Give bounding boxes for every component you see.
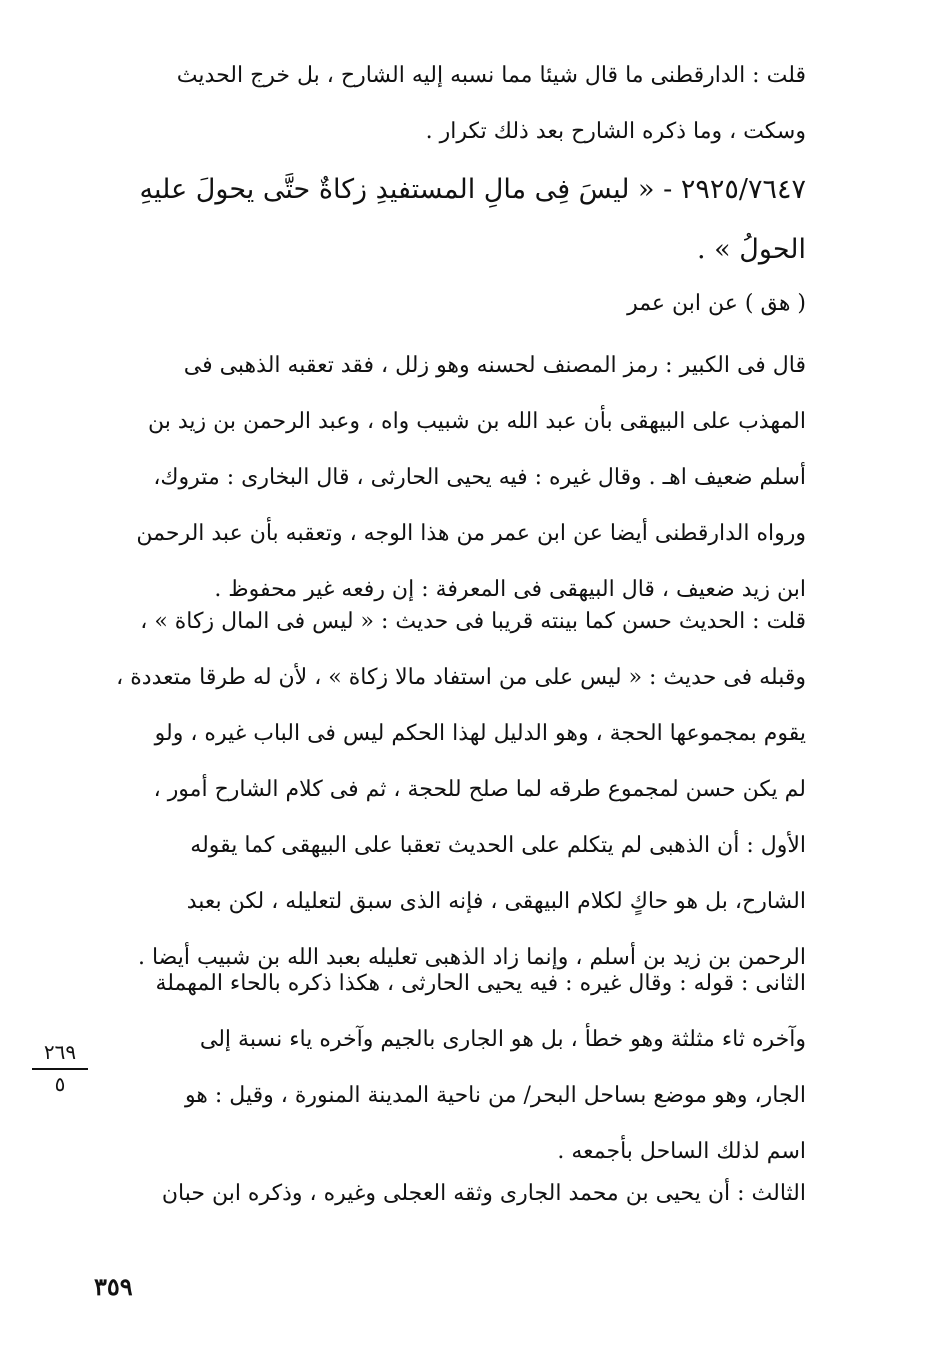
text-line: الجار، وهو موضع بساحل البحر/ من ناحية المدينة المنورة ، وقيل : هو (184, 1083, 806, 1108)
text-line: قلت : الحديث حسن كما بينته قريبا فى حديث : « ليس فى المال زكاة » ، (140, 609, 806, 634)
text-line: وآخره ثاء مثلثة وهو خطأ ، بل هو الجارى بالجيم وآخره ياء نسبة إلى (199, 1027, 806, 1052)
text-line: لم يكن حسن لمجموع طرقه لما صلح للحجة ، ثم فى كلام الشارح أمور ، (153, 777, 806, 802)
paragraph-response (100, 594, 806, 986)
text-line: يقوم بمجموعها الحجة ، وهو الدليل لهذا الحكم ليس فى الباب غيره ، ولو (154, 721, 806, 746)
text-line: الثانى : قوله : وقال غيره : فيه يحيى الحارثى ، هكذا ذكره بالحاء المهملة (155, 971, 806, 996)
text-line: ابن زيد ضعيف ، قال البيهقى فى المعرفة : إن رفعه غير محفوظ . (214, 577, 806, 602)
margin-divider (32, 1068, 88, 1070)
text-line: المهذب على البيهقى بأن عبد الله بن شبيب واه ، وعبد الرحمن بن زيد بن (147, 409, 806, 434)
paragraph-opening-remark (100, 48, 806, 160)
page-number: ٣٥٩ (94, 1272, 133, 1301)
paragraph-second-point (100, 956, 806, 1180)
text-line: الشارح، بل هو حاكٍ لكلام البيهقى ، فإنه الذى سبق لتعليله ، لكن بعبد (186, 889, 806, 914)
hadith-text (100, 160, 806, 280)
text-line: قال فى الكبير : رمز المصنف لحسنه وهو زلل ، فقد تعقبه الذهبى فى (183, 353, 806, 378)
text-line: الثالث : أن يحيى بن محمد الجارى وثقه العجلى وغيره ، وذكره ابن حبان (161, 1181, 806, 1206)
text-line: وقبله فى حديث : « ليس على من استفاد مالا زكاة » ، لأن له طرقا متعددة ، (116, 665, 806, 690)
text-line: أسلم ضعيف اهـ . وقال غيره : فيه يحيى الحارثى ، قال البخارى : متروك، (153, 465, 806, 490)
paragraph-commentary (100, 338, 806, 618)
paragraph-third-point (100, 1166, 806, 1222)
margin-reference-bottom: ٥ (54, 1072, 66, 1096)
text-line: الأول : أن الذهبى لم يتكلم على الحديث تعقبا على البيهقى كما يقوله (190, 833, 806, 858)
hadith-source (100, 276, 806, 332)
margin-reference (28, 1040, 92, 1096)
text-line: وسكت ، وما ذكره الشارح بعد ذلك تكرار . (425, 119, 806, 144)
text-line: ورواه الدارقطنى أيضا عن ابن عمر من هذا الوجه ، وتعقبه بأن عبد الرحمن (136, 521, 806, 546)
hadith-line: ٢٩٢٥/٧٦٤٧ - « ليسَ فِى مالِ المستفيدِ زكاةٌ حتَّى يحولَ عليهِ (139, 174, 806, 205)
margin-reference-top: ٢٦٩ (43, 1040, 77, 1064)
text-line: الرحمن بن زيد بن أسلم ، وإنما زاد الذهبى تعليله بعبد الله بن شبيب أيضا . (137, 945, 806, 970)
text-line: قلت : الدارقطنى ما قال شيئا مما نسبه إليه الشارح ، بل خرج الحديث (176, 63, 806, 88)
source-line: ( هق ) عن ابن عمر (627, 291, 806, 316)
hadith-line: الحولُ » . (697, 234, 806, 265)
text-line: اسم لذلك الساحل بأجمعه . (557, 1139, 806, 1164)
